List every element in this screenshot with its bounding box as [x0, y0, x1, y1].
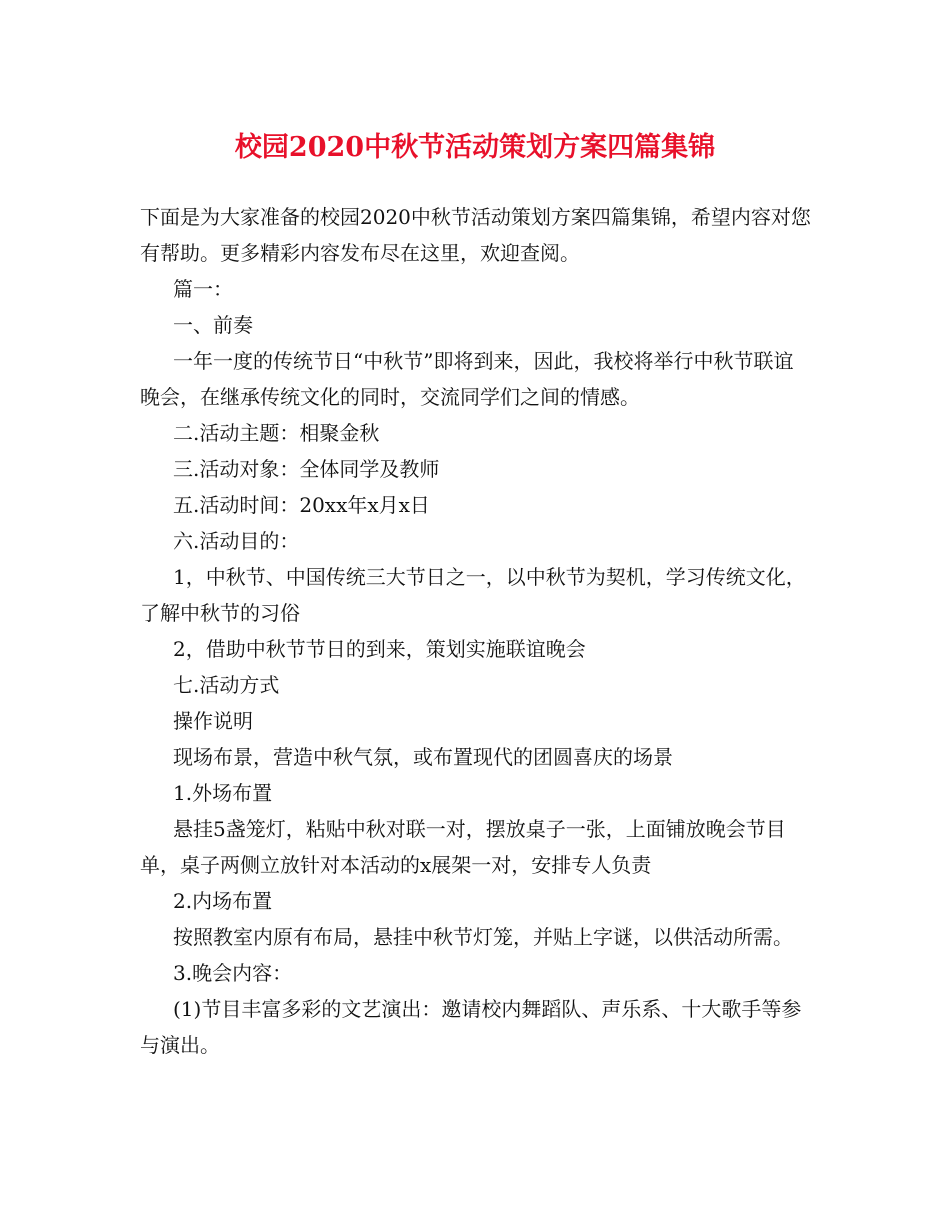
paragraph-program-one: (1)节目丰富多彩的文艺演出：邀请校内舞蹈队、声乐系、十大歌手等参与演出。	[140, 997, 802, 1057]
paragraph-purpose-one: 1，中秋节、中国传统三大节日之一，以中秋节为契机，学习传统文化，了解中秋节的习俗	[140, 565, 806, 625]
paragraph-indoor-heading: 2.内场布置	[173, 889, 273, 913]
paragraph-scene-setup: 现场布景，营造中秋气氛，或布置现代的团圆喜庆的场景	[173, 745, 673, 769]
paragraph-activity-purpose: 六.活动目的：	[173, 529, 300, 553]
document-title: 校园2020中秋节活动策划方案四篇集锦	[234, 132, 716, 163]
document-body	[140, 199, 812, 1063]
paragraph-activity-method: 七.活动方式	[173, 673, 280, 697]
paragraph-outdoor-heading: 1.外场布置	[173, 781, 273, 805]
paragraph-indoor-text: 按照教室内原有布局，悬挂中秋节灯笼，并贴上字谜，以供活动所需。	[173, 925, 793, 949]
section-heading-prelude: 一、前奏	[173, 313, 253, 337]
section-heading-part-one: 篇一：	[173, 277, 233, 301]
intro-paragraph: 下面是为大家准备的校园2020中秋节活动策划方案四篇集锦，希望内容对您有帮助。更多精彩内容发布尽在这里，欢迎查阅。	[140, 205, 811, 265]
paragraph-activity-theme: 二.活动主题：相聚金秋	[173, 421, 380, 445]
paragraph-operation-notes: 操作说明	[173, 709, 253, 733]
paragraph-activity-audience: 三.活动对象：全体同学及教师	[173, 457, 440, 481]
paragraph-outdoor-text: 悬挂5盏笼灯，粘贴中秋对联一对，摆放桌子一张，上面铺放晚会节目单，桌子两侧立放针对本活动的x展架一对，安排专人负责	[140, 817, 786, 877]
paragraph-activity-time: 五.活动时间：20xx年x月x日	[173, 493, 430, 517]
paragraph-evening-content: 3.晚会内容：	[173, 961, 293, 985]
paragraph-prelude-text: 一年一度的传统节日“中秋节”即将到来，因此，我校将举行中秋节联谊晚会，在继承传统文化的同时，交流同学们之间的情感。	[140, 349, 794, 409]
paragraph-purpose-two: 2，借助中秋节节日的到来，策划实施联谊晚会	[173, 637, 586, 661]
